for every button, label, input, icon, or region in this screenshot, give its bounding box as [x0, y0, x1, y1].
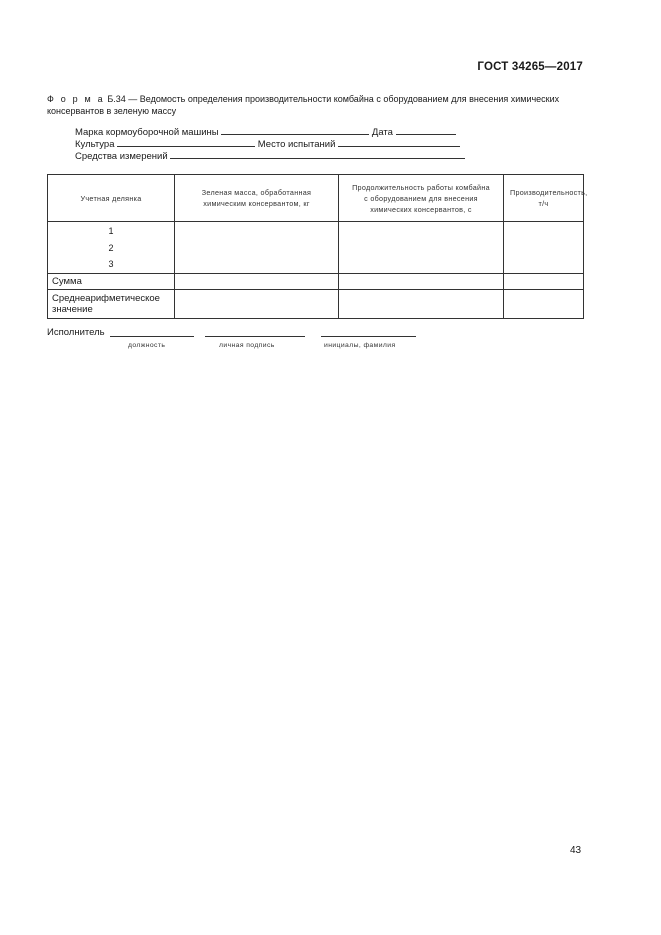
header-plot: Учетная делянка — [48, 175, 175, 222]
sum-label: Сумма — [48, 274, 175, 290]
date-blank[interactable] — [396, 125, 456, 135]
plot-number: 3 — [108, 259, 114, 269]
instruments-blank[interactable] — [170, 149, 465, 159]
record-table — [47, 174, 588, 319]
mean-productivity-cell[interactable] — [504, 290, 584, 319]
form-number: Б.34 — [104, 94, 126, 104]
mean-label: Среднеарифметическое значение — [48, 290, 175, 319]
place-label: Место испытаний — [257, 139, 336, 150]
table-row — [48, 274, 584, 290]
position-caption: должность — [128, 342, 166, 349]
position-blank[interactable] — [110, 335, 194, 337]
table-row — [48, 222, 584, 274]
culture-label: Культура — [75, 139, 115, 150]
duration-cell[interactable] — [339, 222, 504, 274]
mean-green-mass-cell[interactable] — [175, 290, 339, 319]
table-row — [48, 290, 584, 319]
executor-label: Исполнитель — [47, 327, 105, 338]
table-header-row — [48, 175, 584, 222]
page-number: 43 — [570, 845, 582, 856]
productivity-cell[interactable] — [504, 222, 584, 274]
form-prefix: Ф о р м а — [47, 94, 105, 104]
machine-date-line — [75, 125, 456, 137]
signature-blank[interactable] — [205, 335, 305, 337]
standard-number: ГОСТ 34265—2017 — [477, 61, 583, 73]
machine-blank[interactable] — [221, 125, 369, 135]
plot-numbers-cell — [48, 222, 175, 274]
date-label: Дата — [371, 127, 393, 138]
form-caption — [47, 93, 587, 117]
sum-green-mass-cell[interactable] — [175, 274, 339, 290]
culture-place-line — [75, 137, 460, 149]
instruments-line — [75, 149, 465, 161]
green-mass-cell[interactable] — [175, 222, 339, 274]
sum-productivity-cell[interactable] — [504, 274, 584, 290]
name-blank[interactable] — [321, 335, 416, 337]
name-caption: инициалы, фамилия — [324, 342, 396, 349]
form-title: — Ведомость определения производительности комбайна с оборудованием для внесения химических консервантов в зеленую массу — [47, 94, 560, 116]
signature-caption: личная подпись — [219, 342, 275, 349]
plot-number: 1 — [108, 226, 114, 236]
machine-label: Марка кормоуборочной машины — [75, 127, 219, 138]
header-green-mass: Зеленая масса, обработанная химическим консервантом, кг — [175, 175, 339, 222]
instruments-label: Средства измерений — [75, 151, 168, 162]
culture-blank[interactable] — [117, 137, 255, 147]
mean-duration-cell[interactable] — [339, 290, 504, 319]
header-duration: Продолжительность работы комбайна с оборудованием для внесения химических консервантов, с — [339, 175, 504, 222]
place-blank[interactable] — [338, 137, 460, 147]
sum-duration-cell[interactable] — [339, 274, 504, 290]
plot-number: 2 — [108, 242, 114, 253]
header-productivity: Производительность, т/ч — [504, 175, 584, 222]
